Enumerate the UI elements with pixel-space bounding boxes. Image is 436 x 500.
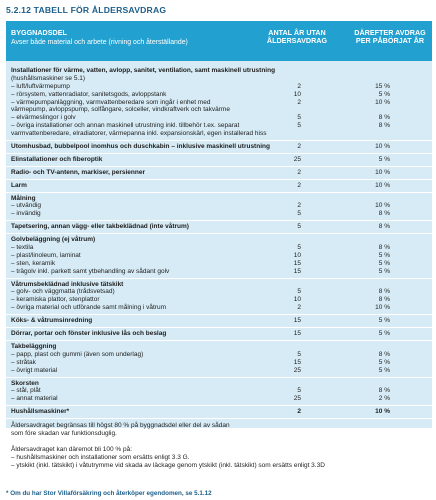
row-label: Radio- och TV-antenn, markiser, persienner	[11, 168, 146, 176]
row-deduction: 8 %	[378, 296, 390, 304]
row-label: Golvbeläggning (ej våtrum)	[11, 236, 96, 244]
row-label: Dörrar, portar och fönster inklusive lås och beslag	[11, 330, 167, 338]
row-deduction: 10 %	[375, 202, 390, 210]
row-label: Larm	[11, 181, 27, 189]
note-line: Åldersavdraget begränsas till högst 80 % på byggnadsdel eller del av sådan	[11, 422, 230, 429]
row-years: 2	[297, 168, 301, 176]
row-label: – luft/luftvärmepump	[11, 82, 70, 90]
table-row	[6, 130, 432, 138]
row-label: – trägolv inkl. parkett samt ytbehandling av sådant golv	[11, 267, 170, 275]
header-col-years-l2: ÅLDERSAVDRAG	[266, 36, 328, 46]
row-deduction: 8 %	[378, 387, 390, 395]
table-row	[6, 387, 432, 395]
row-deduction: 8 %	[378, 114, 390, 122]
table-row	[6, 156, 432, 164]
row-years: 2	[297, 82, 301, 90]
table-row	[6, 106, 432, 114]
row-years: 25	[293, 155, 301, 163]
row-years: 5	[297, 387, 301, 395]
table-row	[6, 122, 432, 130]
row-label: Elinstallationer och fiberoptik	[11, 155, 103, 163]
header-col-years-l1: ANTAL ÅR UTAN	[268, 28, 326, 37]
row-label: – annat material	[11, 395, 58, 403]
table-row	[6, 288, 432, 296]
row-years: 2	[297, 304, 301, 312]
table-row	[6, 195, 432, 203]
table-row	[6, 244, 432, 252]
header-col-deduction-l1: DÄREFTER AVDRAG	[354, 28, 426, 37]
table-row	[6, 143, 432, 151]
footnote: * Om du har Stor Villaförsäkring och återköper egendomen, se 5.1.12	[6, 490, 212, 497]
table-section	[6, 328, 432, 341]
row-label: Tapetsering, annan vägg- eller takbeklädnad (inte våtrum)	[11, 223, 189, 231]
row-deduction: 10 %	[375, 181, 390, 189]
row-years: 5	[297, 210, 301, 218]
note-line: Åldersavdraget kan däremot bli 100 % på:	[11, 445, 133, 453]
row-years: 2	[297, 98, 301, 106]
table-section	[6, 406, 432, 419]
row-deduction: 15 %	[375, 82, 390, 90]
row-label: – övriga installationer och annan maskinell utrustning inkl. tillbehör t.ex. separat	[11, 122, 240, 130]
table-row	[6, 252, 432, 260]
row-label: (hushållsmaskiner se 5.1)	[11, 74, 86, 82]
table-row	[6, 169, 432, 177]
row-label: – värmepumpanläggning, varmvattenberedare som ingår i enhet med	[11, 98, 211, 106]
header-col-component: BYGGNADSDEL	[11, 28, 67, 37]
row-years: 15	[293, 358, 301, 366]
table-row	[6, 367, 432, 375]
table-row	[6, 182, 432, 190]
table-row	[6, 114, 432, 122]
table-section	[6, 154, 432, 167]
table-row	[6, 408, 432, 416]
row-deduction: 8 %	[378, 210, 390, 218]
row-label: – rörsystem, vattenradiator, sanitetsgods, avloppstank	[11, 90, 167, 98]
row-years: 10	[293, 251, 301, 259]
row-years: 25	[293, 366, 301, 374]
header-col-years	[262, 29, 332, 46]
header-col-component-sub: Avser både material och arbete (rivning och återställande)	[11, 39, 188, 46]
row-label: – textila	[11, 244, 34, 252]
table-row	[6, 210, 432, 218]
row-label: – papp, plast och gummi (även som underlag)	[11, 350, 144, 358]
row-deduction: 10 %	[375, 143, 390, 151]
row-label: Utomhusbad, bubbelpool inomhus och duschkabin – inklusive maskinell utrustning	[11, 143, 270, 151]
row-years: 2	[297, 143, 301, 151]
row-deduction: 8 %	[378, 350, 390, 358]
note-line: – hushållsmaskiner och installationer som ersätts enligt 3.3 G.	[11, 453, 190, 461]
row-label: – keramiska plattor, stenplattor	[11, 296, 100, 304]
row-years: 25	[293, 395, 301, 403]
row-label: – övriga material och utförande samt målning i våtrum	[11, 304, 166, 312]
row-deduction: 10 %	[375, 98, 390, 106]
row-label: – övrigt material	[11, 366, 58, 374]
row-label: Installationer för värme, vatten, avlopp, sanitet, ventilation, samt maskinell utrustning	[11, 67, 276, 74]
row-deduction: 5 %	[378, 90, 390, 98]
row-label: – stål, plåt	[11, 387, 41, 395]
note-line: som före skadan var funktionsduglig.	[11, 429, 117, 437]
table-header	[6, 21, 432, 61]
table-row	[6, 380, 432, 388]
row-label: Målning	[11, 194, 36, 202]
table-section	[6, 341, 432, 378]
row-years: 5	[297, 244, 301, 252]
row-label: – utvändig	[11, 202, 41, 210]
row-years: 2	[297, 408, 301, 416]
row-years: 15	[293, 267, 301, 275]
row-deduction: 2 %	[378, 395, 390, 403]
row-deduction: 5 %	[378, 358, 390, 366]
row-label: Köks- & våtrumsinredning	[11, 317, 93, 325]
row-label: Takbeläggning	[11, 342, 57, 350]
table-title: 5.2.12 TABELL FÖR ÅLDERSAVDRAG	[6, 5, 167, 15]
table-row	[6, 317, 432, 325]
row-deduction: 10 %	[375, 408, 390, 416]
row-deduction: 8 %	[378, 244, 390, 252]
table-row	[6, 330, 432, 338]
row-label: – sten, keramik	[11, 259, 56, 267]
table-row	[6, 91, 432, 99]
table-row	[6, 304, 432, 312]
table-section	[6, 167, 432, 180]
table-row	[6, 343, 432, 351]
table-section	[6, 378, 432, 407]
row-years: 5	[297, 114, 301, 122]
table-row	[6, 236, 432, 244]
note-line: – ytskikt (inkl. tätskikt) i våtutrymme vid skada av läckage genom ytskikt (inkl. tätskikt) som ersätts enligt 3.3D	[11, 461, 325, 469]
row-years: 15	[293, 317, 301, 325]
table-row	[6, 395, 432, 403]
row-deduction: 8 %	[378, 223, 390, 231]
table-section	[6, 315, 432, 328]
row-label: – invändig	[11, 210, 41, 218]
row-label: Hushållsmaskiner*	[11, 408, 70, 416]
row-label: varmvattenberedare, elradiatorer, värmepanna inkl. expansionskärl, egen installerad hiss	[11, 130, 267, 138]
row-years: 5	[297, 223, 301, 231]
row-years: 5	[297, 122, 301, 130]
row-label: – elvärmeslingor i golv	[11, 114, 76, 122]
table-row	[6, 75, 432, 83]
row-label: Skorsten	[11, 379, 39, 387]
table-row	[6, 67, 432, 75]
table-row	[6, 359, 432, 367]
row-label: – golv- och väggmatta (trådsvetsad)	[11, 288, 115, 296]
row-years: 5	[297, 350, 301, 358]
row-deduction: 8 %	[378, 288, 390, 296]
row-years: 10	[293, 90, 301, 98]
row-deduction: 10 %	[375, 168, 390, 176]
row-deduction: 5 %	[378, 267, 390, 275]
row-years: 5	[297, 288, 301, 296]
row-label: – stråtak	[11, 358, 36, 366]
row-years: 15	[293, 330, 301, 338]
table-section	[6, 193, 432, 222]
table-row	[6, 83, 432, 91]
header-col-deduction-l2: PER PÅBÖRJAT ÅR	[355, 36, 425, 46]
row-label: – plast/linoleum, laminat	[11, 251, 81, 259]
table-section	[6, 180, 432, 193]
table-row	[6, 351, 432, 359]
table-section	[6, 234, 432, 278]
row-label: Våtrumsbeklädnad inklusive tätskikt	[11, 280, 124, 288]
row-label: värmepump, avloppspump, solfångare, solceller, vindkraftverk och takvärme	[11, 106, 230, 114]
row-deduction: 8 %	[378, 122, 390, 130]
row-deduction: 10 %	[375, 304, 390, 312]
row-deduction: 5 %	[378, 155, 390, 163]
table-body	[6, 65, 432, 419]
row-years: 2	[297, 202, 301, 210]
table-row	[6, 223, 432, 231]
row-deduction: 5 %	[378, 366, 390, 374]
row-deduction: 5 %	[378, 317, 390, 325]
row-deduction: 5 %	[378, 259, 390, 267]
row-deduction: 5 %	[378, 330, 390, 338]
header-col-deduction	[351, 29, 429, 46]
depreciation-table	[6, 21, 432, 428]
row-deduction: 5 %	[378, 251, 390, 259]
table-section	[6, 65, 432, 141]
table-section	[6, 279, 432, 316]
table-section	[6, 141, 432, 154]
row-years: 10	[293, 296, 301, 304]
table-row	[6, 268, 432, 276]
table-row	[6, 260, 432, 268]
row-years: 15	[293, 259, 301, 267]
row-years: 2	[297, 181, 301, 189]
table-section	[6, 221, 432, 234]
table-row	[6, 202, 432, 210]
